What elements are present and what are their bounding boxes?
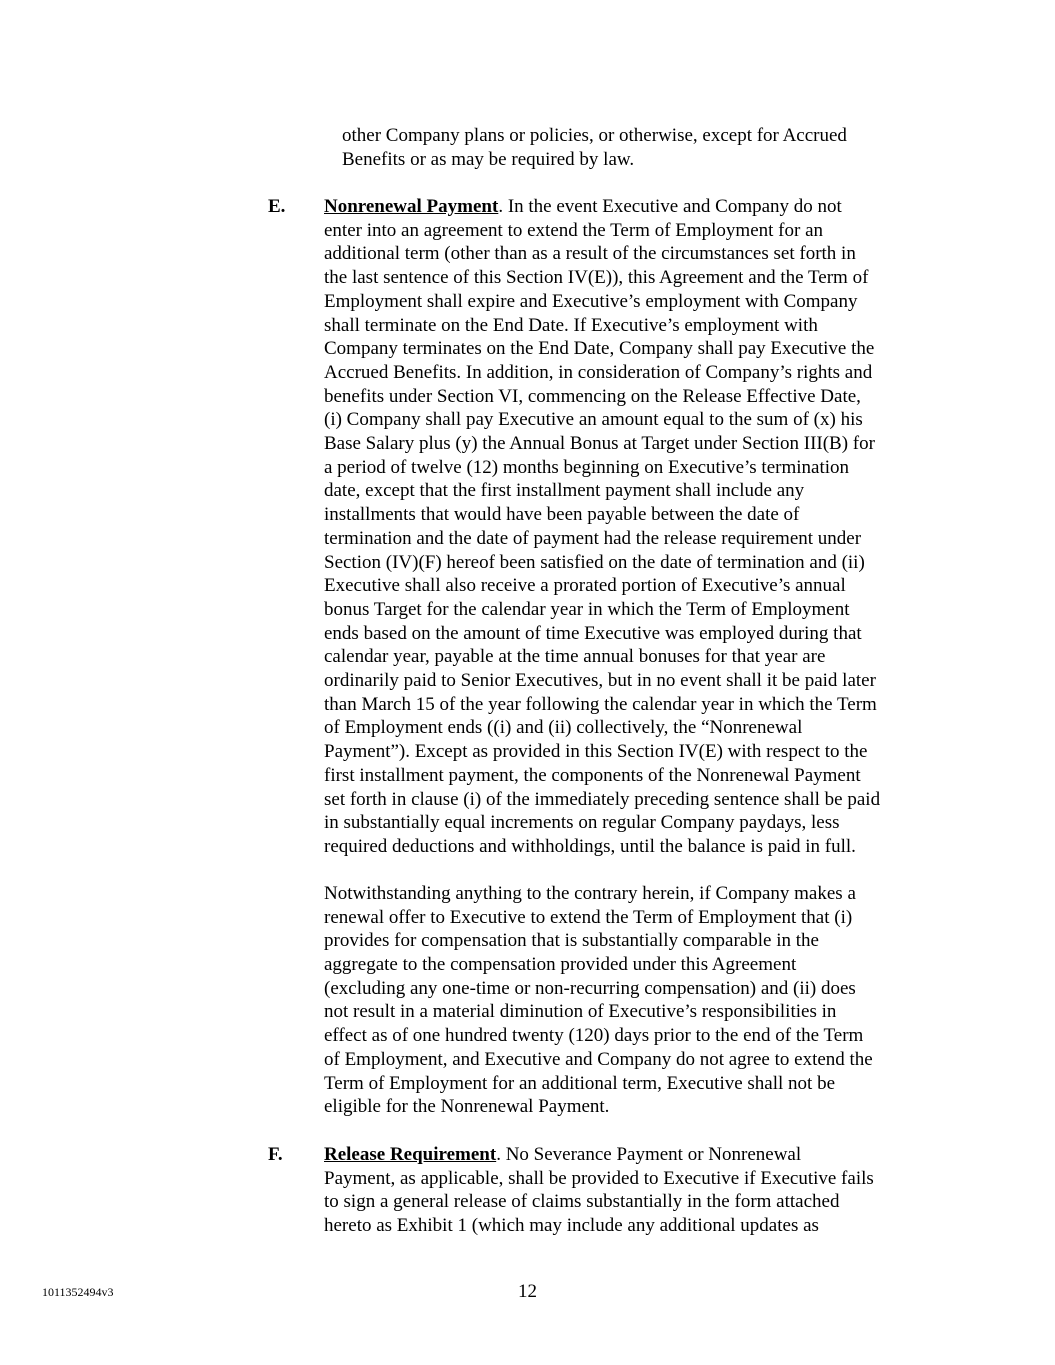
section-f-heading: Release Requirement <box>324 1144 497 1165</box>
text-line: not result in a material diminution of Executive’s responsibilities in <box>324 1001 837 1023</box>
text-line: benefits under Section VI, commencing on the Release Effective Date, <box>324 385 861 407</box>
text-line: renewal offer to Executive to extend the Term of Employment that (i) <box>324 906 853 928</box>
section-e-body <box>324 195 934 1119</box>
text-line: ends based on the amount of time Executive was employed during that <box>324 622 862 644</box>
text-line: installments that would have been payable between the date of <box>324 504 800 526</box>
text-line: Section (IV)(F) hereof been satisfied on the date of termination and (ii) <box>324 551 865 573</box>
text-line: eligible for the Nonrenewal Payment. <box>324 1096 610 1118</box>
page-number: 12 <box>518 1281 537 1302</box>
text-line: effect as of one hundred twenty (120) days prior to the end of the Term <box>324 1025 864 1047</box>
section-e-first-line <box>324 195 934 219</box>
text-line: than March 15 of the year following the calendar year in which the Term <box>324 693 877 715</box>
text-line: Base Salary plus (y) the Annual Bonus at Target under Section III(B) for <box>324 433 875 455</box>
section-e-letter: E. <box>268 196 286 217</box>
text-line: a period of twelve (12) months beginning on Executive’s termination <box>324 456 850 478</box>
document-id: 1011352494v3 <box>42 1285 114 1299</box>
text-line: of Employment, and Executive and Company do not agree to extend the <box>324 1048 873 1070</box>
text-line: bonus Target for the calendar year in which the Term of Employment <box>324 598 850 620</box>
section-f-body <box>324 1143 934 1238</box>
text-line: to sign a general release of claims substantially in the form attached <box>324 1191 840 1213</box>
text-line: Benefits or as may be required by law. <box>342 148 635 170</box>
text-line: in substantially equal increments on regular Company paydays, less <box>324 812 840 834</box>
text-line: Payment”). Except as provided in this Section IV(E) with respect to the <box>324 741 868 763</box>
text-line: other Company plans or policies, or otherwise, except for Accrued <box>342 125 847 146</box>
text-line: enter into an agreement to extend the Term of Employment for an <box>324 219 824 241</box>
text-line: Executive shall also receive a prorated portion of Executive’s annual <box>324 575 846 597</box>
text-line: Company terminates on the End Date, Company shall pay Executive the <box>324 338 875 360</box>
section-e-heading: Nonrenewal Payment <box>324 196 499 217</box>
section-e-first-line-text: . In the event Executive and Company do not <box>498 196 842 217</box>
text-line: set forth in clause (i) of the immediately preceding sentence shall be paid <box>324 788 881 810</box>
text-line: termination and the date of payment had the release requirement under <box>324 527 862 549</box>
text-line: ordinarily paid to Senior Executives, but in no event shall it be paid later <box>324 670 876 692</box>
section-f-first-line <box>324 1143 934 1167</box>
section-f-first-line-text: . No Severance Payment or Nonrenewal <box>496 1144 802 1165</box>
text-line: Notwithstanding anything to the contrary herein, if Company makes a <box>324 882 856 904</box>
text-line: Payment, as applicable, shall be provided to Executive if Executive fails <box>324 1167 874 1189</box>
text-line: provides for compensation that is substantially comparable in the <box>324 930 819 952</box>
text-line: Term of Employment for an additional term, Executive shall not be <box>324 1072 835 1094</box>
paragraph-gap <box>324 859 934 882</box>
text-line: of Employment ends ((i) and (ii) collectively, the “Nonrenewal <box>324 717 803 739</box>
text-line: the last sentence of this Section IV(E)), this Agreement and the Term of <box>324 267 869 289</box>
text-line: shall terminate on the End Date. If Executive’s employment with <box>324 314 818 336</box>
text-line: hereto as Exhibit 1 (which may include any additional updates as <box>324 1215 819 1237</box>
section-f-letter: F. <box>268 1144 283 1165</box>
text-line: required deductions and withholdings, until the balance is paid in full. <box>324 835 856 857</box>
text-line: date, except that the first installment payment shall include any <box>324 480 805 502</box>
continuation-paragraph <box>342 124 942 171</box>
text-line: (excluding any one-time or non-recurring compensation) and (ii) does <box>324 977 856 999</box>
text-line: Employment shall expire and Executive’s employment with Company <box>324 290 858 312</box>
text-line: aggregate to the compensation provided under this Agreement <box>324 953 797 975</box>
text-line: (i) Company shall pay Executive an amount equal to the sum of (x) his <box>324 409 863 431</box>
text-line: first installment payment, the components of the Nonrenewal Payment <box>324 764 861 786</box>
text-line: calendar year, payable at the time annual bonuses for that year are <box>324 646 826 668</box>
text-line: Accrued Benefits. In addition, in consideration of Company’s rights and <box>324 361 873 383</box>
text-line: additional term (other than as a result of the circumstances set forth in <box>324 243 856 265</box>
